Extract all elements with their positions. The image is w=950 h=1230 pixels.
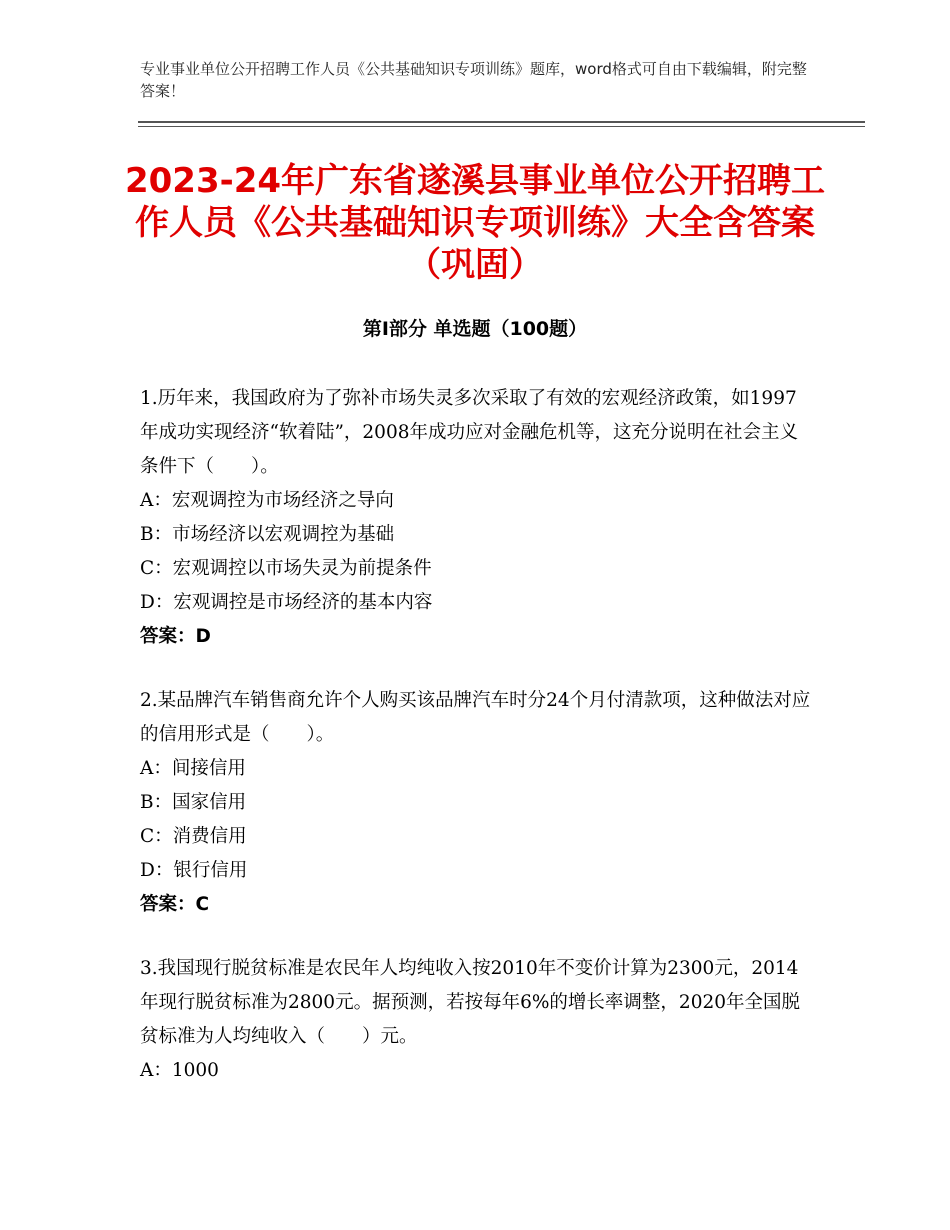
option-c: C：宏观调控以市场失灵为前提条件	[140, 558, 432, 579]
question-stem: 1.历年来，我国政府为了弥补市场失灵多次采取了有效的宏观经济政策，如1997年成功实现经济“软着陆”，2008年成功应对金融危机等，这充分说明在社会主义条件下（ ）。	[140, 388, 798, 477]
option-c: C：消费信用	[140, 826, 247, 847]
header-rule-thick	[138, 121, 865, 123]
header-rule-thin	[138, 126, 865, 127]
option-b: B：国家信用	[140, 792, 247, 813]
section-title: 第Ⅰ部分 单选题（100题）	[362, 318, 588, 340]
header-note: 专业事业单位公开招聘工作人员《公共基础知识专项训练》题库，word格式可自由下载编辑，附完整答案！	[140, 60, 807, 100]
question-stem: 3.我国现行脱贫标准是农民年人均纯收入按2010年不变价计算为2300元，2014年现行脱贫标准为2800元。据预测，若按每年6%的增长率调整，2020年全国脱贫标准为人均纯收入（ ）元。	[140, 958, 801, 1047]
option-a: A：宏观调控为市场经济之导向	[140, 490, 394, 511]
question-3	[140, 952, 815, 1088]
option-a: A：间接信用	[140, 758, 246, 779]
option-a: A：1000	[140, 1060, 219, 1081]
option-b: B：市场经济以宏观调控为基础	[140, 524, 395, 545]
question-2	[140, 684, 815, 922]
document-title: 2023-24年广东省遂溪县事业单位公开招聘工作人员《公共基础知识专项训练》大全含答案（巩固）	[124, 161, 826, 285]
answer: 答案：C	[140, 894, 210, 915]
option-d: D：银行信用	[140, 860, 248, 881]
question-1	[140, 382, 815, 654]
option-d: D：宏观调控是市场经济的基本内容	[140, 592, 433, 613]
answer: 答案：D	[140, 626, 211, 647]
question-list	[140, 382, 815, 1118]
question-stem: 2.某品牌汽车销售商允许个人购买该品牌汽车时分24个月付清款项，这种做法对应的信用形式是（ ）。	[140, 690, 811, 745]
